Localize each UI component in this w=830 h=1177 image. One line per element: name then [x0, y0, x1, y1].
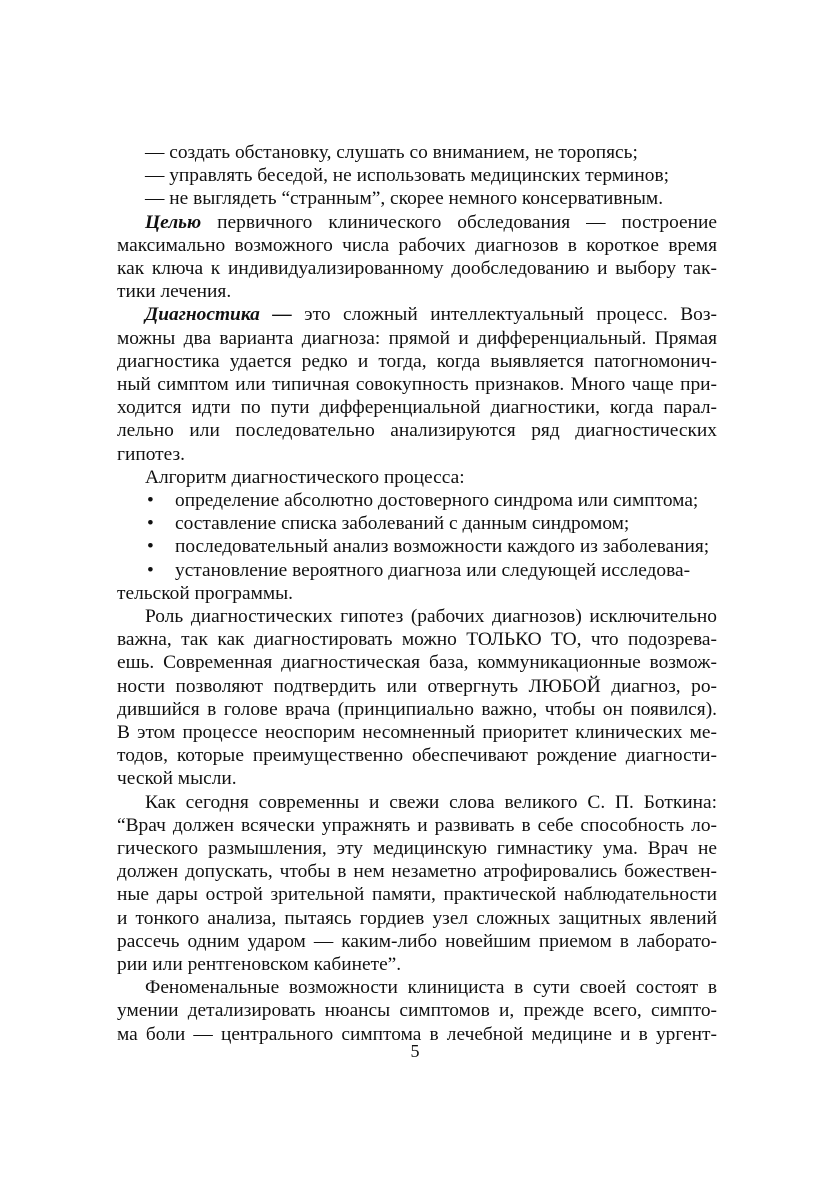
line-text: ности позволяют подтвердить или отвергнуть ЛЮБОЙ диагноз, ро-: [117, 675, 717, 697]
page-number: 5: [410, 1041, 420, 1061]
text-line: [117, 999, 717, 1022]
text-line: [117, 675, 717, 698]
line-text: тельской программы.: [117, 582, 294, 604]
text-line: [117, 350, 717, 373]
text-line: [145, 187, 717, 210]
line-text: дившийся в голове врача (принципиально важно, чтобы он появился).: [117, 698, 717, 720]
text-line: [117, 860, 717, 883]
text-line: [117, 767, 717, 790]
text-line: [117, 953, 717, 976]
text-line: [117, 698, 717, 721]
bullet-item: [145, 512, 717, 535]
line-text: Роль диагностических гипотез (рабочих диагнозов) исключительно: [145, 606, 717, 627]
line-text: — управлять беседой, не использовать медицинских терминов;: [145, 165, 670, 187]
line-text: ешь. Современная диагностическая база, коммуникационные возмож-: [117, 652, 717, 674]
text-line: [117, 744, 717, 767]
text-line: [117, 280, 717, 303]
text-line: [117, 837, 717, 860]
bullet-icon: •: [147, 490, 154, 511]
line-text: первичного клинического обследования — построение: [201, 211, 717, 233]
line-text: Феноменальные возможности клинициста в сути своей состоят в: [145, 977, 717, 999]
text-line: [117, 651, 717, 674]
bullet-item: [145, 559, 717, 582]
line-text: рассечь одним ударом — каким-либо новейшим приемом в лаборато-: [117, 930, 717, 952]
text-line: [117, 628, 717, 651]
line-text: — создать обстановку, слушать со вниманием, не торопясь;: [145, 142, 638, 163]
line-text: максимально возможного числа рабочих диагнозов в короткое время: [117, 234, 717, 256]
text-line: [145, 141, 717, 164]
line-text: составление списка заболеваний с данным синдромом;: [175, 513, 630, 535]
line-text: как ключа к индивидуализированному дообследованию и выбору так-: [117, 258, 717, 279]
text-line: [117, 814, 717, 837]
line-text: Алгоритм диагностического процесса:: [145, 466, 465, 488]
text-line: [145, 211, 717, 234]
text-line: [117, 443, 717, 466]
line-text: ма боли — центрального симптома в лечебной медицине и в ургент-: [117, 1023, 717, 1045]
line-text: определение абсолютно достоверного синдрома или симптома;: [175, 490, 699, 511]
line-text: ные дары острой зрительной памяти, практической наблюдательности: [117, 884, 717, 906]
defined-term: Диагностика —: [145, 304, 292, 326]
line-text: рии или рентгеновском кабинете”.: [117, 954, 402, 975]
text-line: [117, 419, 717, 442]
text-line: [145, 303, 717, 326]
line-text: “Врач должен всячески упражнять и развивать в себе способность ло-: [117, 814, 717, 836]
text-line: [145, 976, 717, 999]
text-line: [117, 373, 717, 396]
line-text: — не выглядеть “странным”, скорее немного консервативным.: [145, 188, 664, 210]
text-line: [117, 582, 717, 605]
line-text: это сложный интеллектуальный процесс. Воз-: [291, 304, 717, 326]
bullet-item: [145, 489, 717, 512]
text-line: [117, 721, 717, 744]
bullet-icon: •: [147, 536, 154, 558]
text-line: [117, 883, 717, 906]
line-text: В этом процессе неоспорим несомненный приоритет клинических ме-: [117, 722, 717, 743]
text-line: [117, 327, 717, 350]
text-line: [145, 605, 717, 628]
defined-term: Целью: [145, 211, 202, 233]
line-text: тодов, которые преимущественно обеспечивают рождение диагности-: [117, 745, 717, 767]
line-text: ческой мысли.: [117, 768, 237, 790]
text-line: [117, 907, 717, 930]
text-line: [145, 791, 717, 814]
line-text: гического размышления, эту медицинскую гимнастику ума. Врач не: [117, 838, 717, 859]
text-line: [145, 164, 717, 187]
line-text: можны два варианта диагноза: прямой и дифференциальный. Прямая: [117, 327, 717, 349]
line-text: тики лечения.: [117, 281, 232, 303]
line-text: умении детализировать нюансы симптомов и, прежде всего, симпто-: [117, 1000, 717, 1022]
line-text: важна, так как диагностировать можно ТОЛЬКО ТО, что подозрева-: [117, 629, 717, 651]
text-line: [117, 234, 717, 257]
text-line: [117, 930, 717, 953]
line-text: ходится идти по пути дифференциальной диагностики, когда парал-: [117, 397, 717, 419]
line-text: последовательный анализ возможности каждого из заболевания;: [175, 536, 710, 558]
bullet-icon: •: [147, 559, 154, 581]
line-text: Как сегодня современны и свежи слова великого С. П. Боткина:: [145, 791, 717, 813]
line-text: диагностика удается редко и тогда, когда выявляется патогномонич-: [117, 350, 717, 372]
line-text: установление вероятного диагноза или следующей исследова-: [175, 559, 691, 581]
line-text: ный симптом или типичная совокупность признаков. Много чаще при-: [117, 374, 717, 395]
line-text: должен допускать, чтобы в нем незаметно атрофировались божествен-: [117, 861, 717, 883]
bullet-icon: •: [147, 513, 154, 535]
line-text: гипотез.: [117, 443, 185, 465]
line-text: лельно или последовательно анализируются ряд диагностических: [117, 420, 717, 442]
text-line: [117, 257, 717, 280]
text-line: [117, 396, 717, 419]
text-line: [145, 466, 717, 489]
line-text: и тонкого анализа, пытаясь гордиев узел сложных защитных явлений: [117, 907, 717, 929]
bullet-item: [145, 535, 717, 558]
